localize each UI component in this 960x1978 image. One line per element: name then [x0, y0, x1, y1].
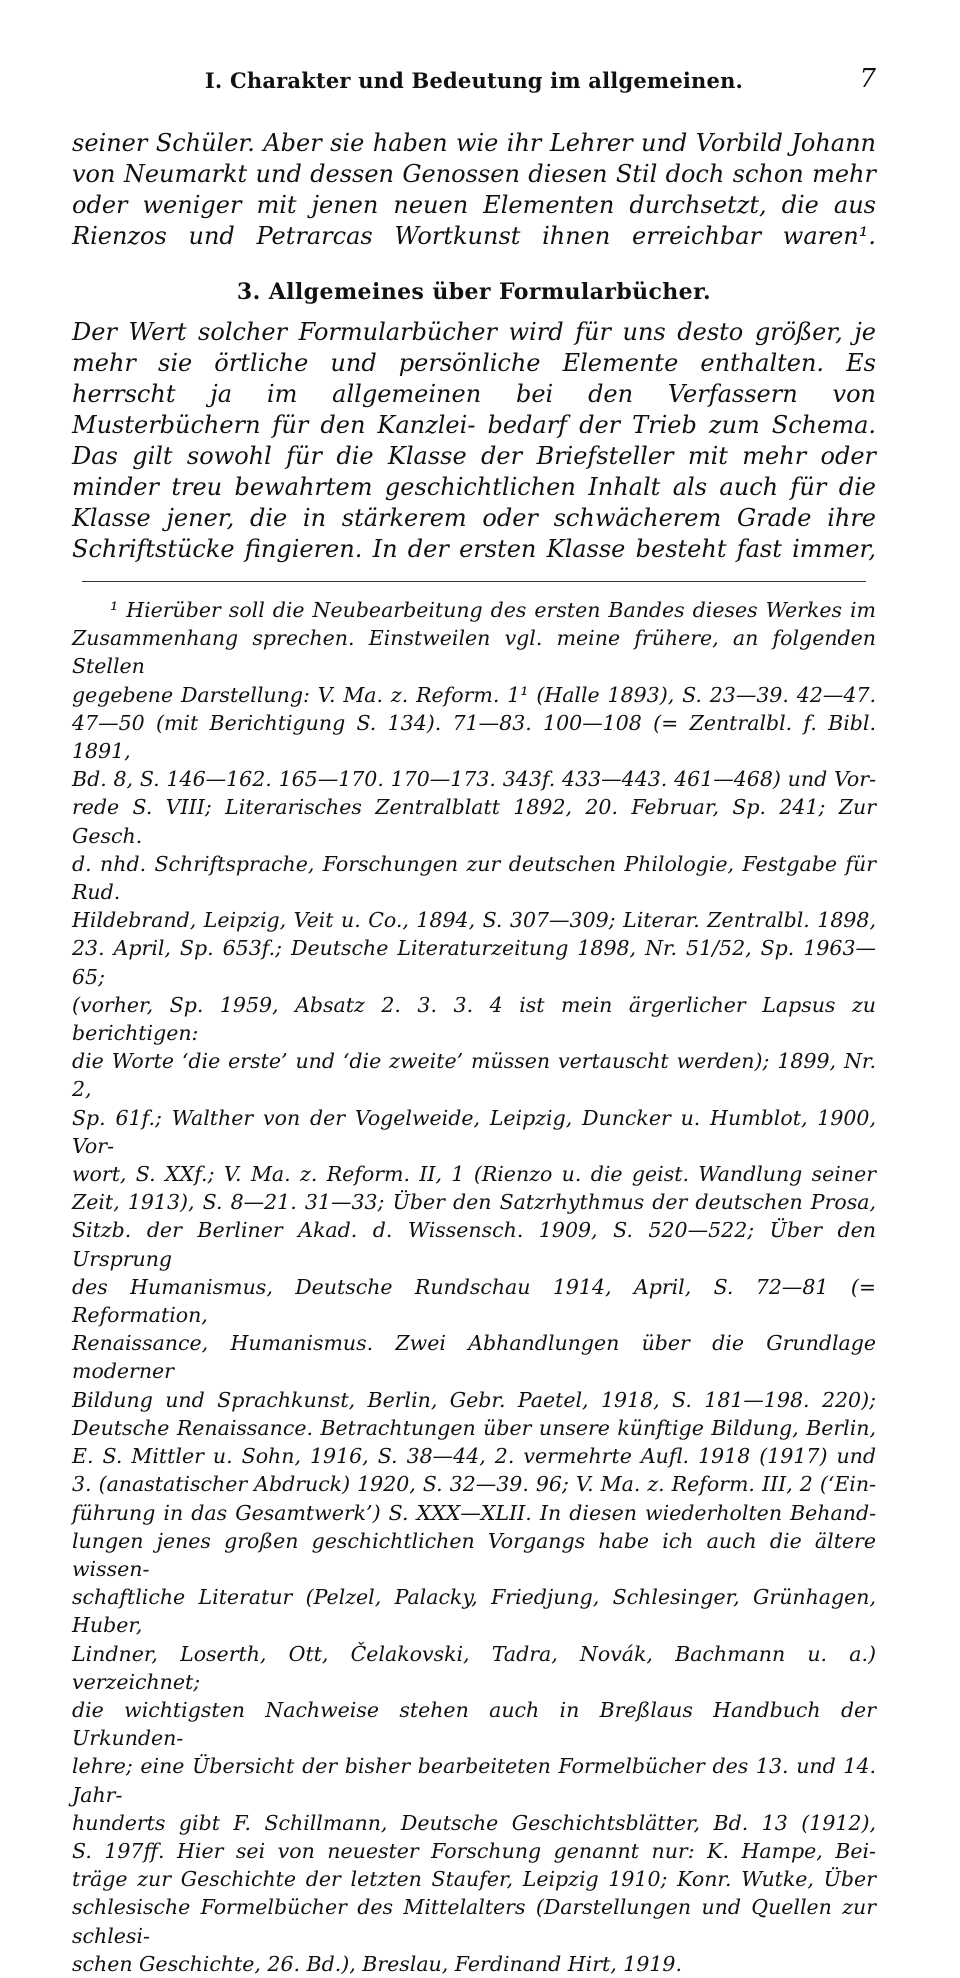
footnote-line: Sitzb. der Berliner Akad. d. Wissensch. 1909, S. 520—522; Über den Ursprung [72, 1218, 876, 1271]
running-head [72, 60, 876, 106]
footnote-line: Bildung und Sprachkunst, Berlin, Gebr. Paetel, 1918, S. 181—198. 220); [72, 1387, 876, 1412]
footnote-line: rede S. VIII; Literarisches Zentralblatt 1892, 20. Februar, Sp. 241; Zur Gesch. [72, 795, 876, 848]
footnote-line: Bd. 8, S. 146—162. 165—170. 170—173. 343f. 433—443. 461—468) und Vor- [72, 767, 876, 792]
footnote-divider [82, 581, 866, 582]
footnote-line: d. nhd. Schriftsprache, Forschungen zur deutschen Philologie, Festgabe für Rud. [72, 851, 876, 905]
text-line: Der Wert solcher Formularbücher wird für uns desto größer, je mehr [72, 318, 876, 377]
footnote-line: hunderts gibt F. Schillmann, Deutsche Geschichtsblätter, Bd. 13 (1912), [72, 1810, 876, 1835]
intro-paragraph [72, 128, 876, 252]
footnote-line: lehre; eine Übersicht der bisher bearbeiteten Formelbücher des 13. und 14. Jahr- [72, 1754, 876, 1807]
footnote-line: 47—50 (mit Berichtigung S. 134). 71—83. 100—108 (= Zentralbl. f. Bibl. 1891, [72, 710, 876, 764]
footnote-line: des Humanismus, Deutsche Rundschau 1914, April, S. 72—81 (= Reformation, [72, 1274, 876, 1328]
footnote-line: S. 197ff. Hier sei von neuester Forschung genannt nur: K. Hampe, Bei- [72, 1838, 876, 1863]
footnote-line: gegebene Darstellung: V. Ma. z. Reform. 1¹ (Halle 1893), S. 23—39. 42—47. [72, 682, 876, 707]
text-line: mit jenen neuen Elementen durchsetzt, die aus Rienzos und Petrarcas [72, 191, 876, 250]
footnote-line: 3. (anastatischer Abdruck) 1920, S. 32—39. 96; V. Ma. z. Reform. III, 2 (‘Ein- [72, 1472, 876, 1497]
text-line: bedarf der Trieb zum Schema. Das gilt sowohl für die Klasse der [72, 411, 877, 470]
footnote-line: (vorher, Sp. 1959, Absatz 2. 3. 3. 4 ist mein ärgerlicher Lapsus zu berichtigen: [72, 992, 876, 1046]
footnote-line: ¹ Hierüber soll die Neubearbeitung des ersten Bandes dieses Werkes im [110, 598, 876, 622]
section-paragraph [72, 317, 876, 565]
footnote-line: schen Geschichte, 26. Bd.), Breslau, Ferdinand Hirt, 1919. [72, 1951, 682, 1976]
page-number: 7 [859, 64, 876, 94]
text-line: Neumarkt und dessen Genossen diesen Stil doch schon mehr oder weniger [72, 160, 876, 219]
text-line: im allgemeinen bei den Verfassern von Musterbüchern für den Kanzlei- [72, 380, 876, 439]
footnote-line: 23. April, Sp. 653f.; Deutsche Literaturzeitung 1898, Nr. 51/52, Sp. 1963—65; [72, 936, 876, 989]
footnote-line: schlesische Formelbücher des Mittelalters (Darstellungen und Quellen zur schlesi- [72, 1895, 876, 1948]
footnote-line: träge zur Geschichte der letzten Staufer, Leipzig 1910; Konr. Wutke, Über [72, 1867, 876, 1892]
footnote-line: Deutsche Renaissance. Betrachtungen über unsere künftige Bildung, Berlin, [72, 1415, 876, 1440]
footnote-line: die wichtigsten Nachweise stehen auch in Breßlaus Handbuch der Urkunden- [72, 1697, 876, 1751]
book-page [72, 60, 876, 1978]
footnote-line: wort, S. XXf.; V. Ma. z. Reform. II, 1 (Rienzo u. die geist. Wandlung seiner [72, 1162, 876, 1187]
footnote-line: schaftliche Literatur (Pelzel, Palacky, Friedjung, Schlesinger, Grünhagen, Huber, [72, 1585, 876, 1638]
footnote-line: die Worte ‘die erste’ und ‘die zweite’ müssen vertauscht werden); 1899, Nr. 2, [72, 1049, 876, 1102]
text-line: sie örtliche und persönliche Elemente enthalten. Es herrscht ja [72, 349, 876, 408]
text-line: Wortkunst ihnen erreichbar waren¹. [394, 222, 877, 250]
footnote-line: Renaissance, Humanismus. Zwei Abhandlungen über die Grundlage moderner [72, 1331, 876, 1384]
running-title: I. Charakter und Bedeutung im allgemeinen. [204, 68, 744, 93]
footnote-line: Sp. 61f.; Walther von der Vogelweide, Leipzig, Duncker u. Humblot, 1900, Vor- [72, 1105, 876, 1158]
text-line: seiner Schüler. Aber sie haben wie ihr Lehrer und Vorbild Johann von [72, 129, 876, 188]
footnote [72, 596, 876, 1978]
footnote-line: Zusammenhang sprechen. Einstweilen vgl. meine frühere, an folgenden Stellen [72, 626, 876, 679]
text-line: als auch für die Klasse jener, die in stärkerem oder schwächerem Grade [72, 473, 876, 532]
footnote-line: E. S. Mittler u. Sohn, 1916, S. 38—44, 2. vermehrte Aufl. 1918 (1917) und [72, 1444, 876, 1469]
footnote-line: führung in das Gesamtwerk’) S. XXX—XLII. In diesen wiederholten Behand- [72, 1500, 876, 1525]
footnote-line: Lindner, Loserth, Ott, Čelakovski, Tadra, Novák, Bachmann u. a.) verzeichnet; [72, 1641, 876, 1694]
footnote-line: Hildebrand, Leipzig, Veit u. Co., 1894, S. 307—309; Literar. Zentralbl. 1898, [72, 908, 876, 933]
footnote-line: Zeit, 1913), S. 8—21. 31—33; Über den Satzrhythmus der deutschen Prosa, [72, 1190, 876, 1215]
section-heading: 3. Allgemeines über Formularbücher. [236, 279, 712, 305]
footnote-line: lungen jenes großen geschichtlichen Vorgangs habe ich auch die ältere wissen- [72, 1528, 876, 1581]
text-line: ihre Schriftstücke fingieren. In der ersten Klasse besteht fast immer, [72, 504, 876, 563]
text-line: Briefsteller mit mehr oder minder treu bewahrtem geschichtlichen Inhalt [72, 442, 877, 501]
